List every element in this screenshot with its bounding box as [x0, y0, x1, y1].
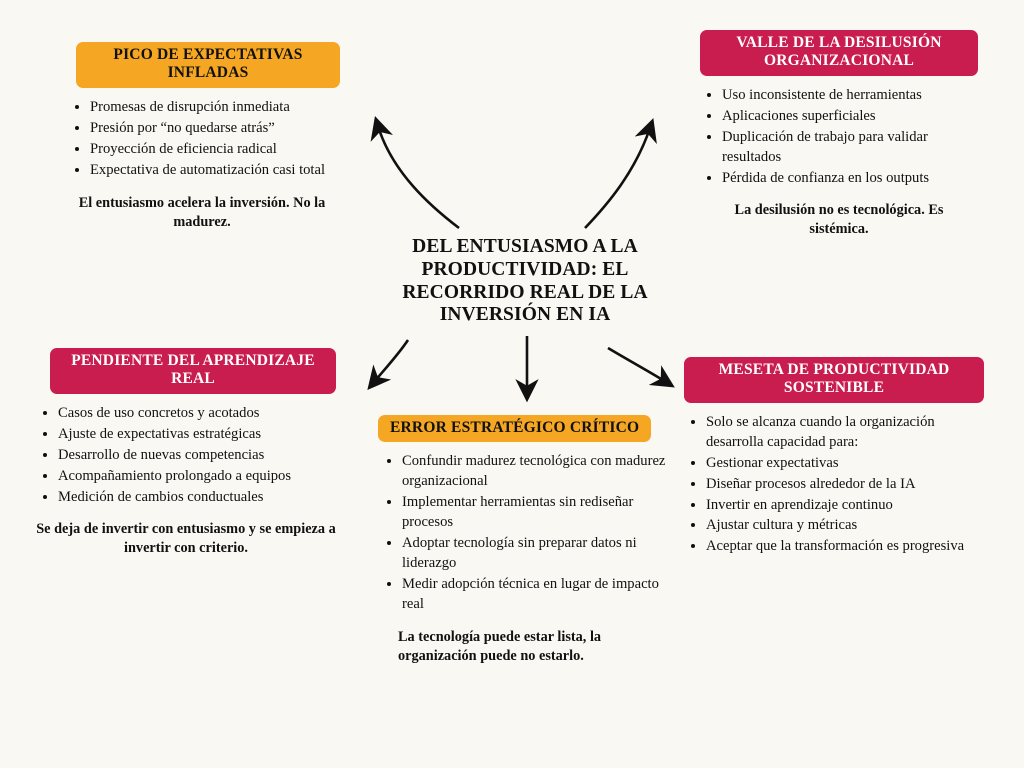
list-item: • Desarrollo de nuevas competencias [58, 446, 336, 466]
node-error-title: ERROR ESTRATÉGICO CRÍTICO [378, 415, 651, 442]
list-item: • Medir adopción técnica en lugar de impacto real [402, 575, 670, 615]
list-item: • Proyección de eficiencia radical [90, 140, 340, 160]
node-meseta-chip-wrap [684, 357, 984, 403]
list-item: • Uso inconsistente de herramientas [722, 86, 978, 106]
list-item: • Adoptar tecnología sin preparar datos ni liderazgo [402, 534, 670, 574]
list-item: • Ajuste de expectativas estratégicas [58, 425, 336, 445]
node-valle-chip-wrap [700, 30, 978, 76]
node-meseta-bullets [684, 413, 984, 558]
node-valle-title: VALLE DE LA DESILUSIÓN ORGANIZACIONAL [700, 30, 978, 76]
list-item: • Promesas de disrupción inmediata [90, 98, 340, 118]
node-pendiente-bullets [36, 404, 336, 508]
node-pendiente [36, 348, 336, 558]
node-pendiente-title: PENDIENTE DEL APRENDIZAJE REAL [50, 348, 336, 394]
center-title: DEL ENTUSIASMO A LA PRODUCTIVIDAD: EL RECORRIDO REAL DE LA INVERSIÓN EN IA [402, 236, 648, 326]
node-valle-note: La desilusión no es tecnológica. Es sistémica. [734, 202, 944, 238]
arrow-to-meseta [608, 348, 666, 382]
list-item: • Acompañamiento prolongado a equipos [58, 467, 336, 487]
list-item: • Duplicación de trabajo para validar resultados [722, 128, 978, 168]
node-error-chip-wrap [370, 415, 670, 442]
list-item: • Aceptar que la transformación es progresiva [706, 537, 984, 557]
list-item: • Expectativa de automatización casi total [90, 161, 340, 181]
node-pico-title: PICO DE EXPECTATIVAS INFLADAS [76, 42, 340, 88]
node-error [370, 415, 670, 666]
node-error-note: La tecnología puede estar lista, la organización puede no estarlo. [398, 629, 602, 665]
node-valle-bullets [700, 86, 978, 189]
node-pico-bullets [68, 98, 340, 181]
list-item: • Invertir en aprendizaje continuo [706, 496, 984, 516]
list-item: • Pérdida de confianza en los outputs [722, 169, 978, 189]
node-pendiente-chip-wrap [36, 348, 336, 394]
arrow-to-pico [378, 126, 459, 228]
node-meseta [684, 357, 984, 558]
list-item: • Ajustar cultura y métricas [706, 516, 984, 536]
list-item: • Implementar herramientas sin rediseñar procesos [402, 493, 670, 533]
list-item: • Aplicaciones superficiales [722, 107, 978, 127]
list-item: • Gestionar expectativas [706, 454, 984, 474]
node-meseta-title: MESETA DE PRODUCTIVIDAD SOSTENIBLE [684, 357, 984, 403]
list-item: • Medición de cambios conductuales [58, 488, 336, 508]
arrow-to-pendiente [374, 340, 408, 382]
node-pico [64, 42, 340, 232]
arrow-to-valle [585, 128, 650, 228]
node-pico-note: El entusiasmo acelera la inversión. No la madurez. [78, 194, 326, 230]
list-item: • Presión por “no quedarse atrás” [90, 119, 340, 139]
node-error-bullets [380, 452, 670, 615]
list-item: • Casos de uso concretos y acotados [58, 404, 336, 424]
node-valle [700, 30, 978, 239]
node-pendiente-note: Se deja de invertir con entusiasmo y se empieza a invertir con criterio. [36, 521, 336, 557]
list-item: • Diseñar procesos alrededor de la IA [706, 475, 984, 495]
node-pico-chip-wrap [64, 42, 340, 88]
list-item: • Solo se alcanza cuando la organización desarrolla capacidad para: [706, 413, 984, 453]
list-item: • Confundir madurez tecnológica con madurez organizacional [402, 452, 670, 492]
